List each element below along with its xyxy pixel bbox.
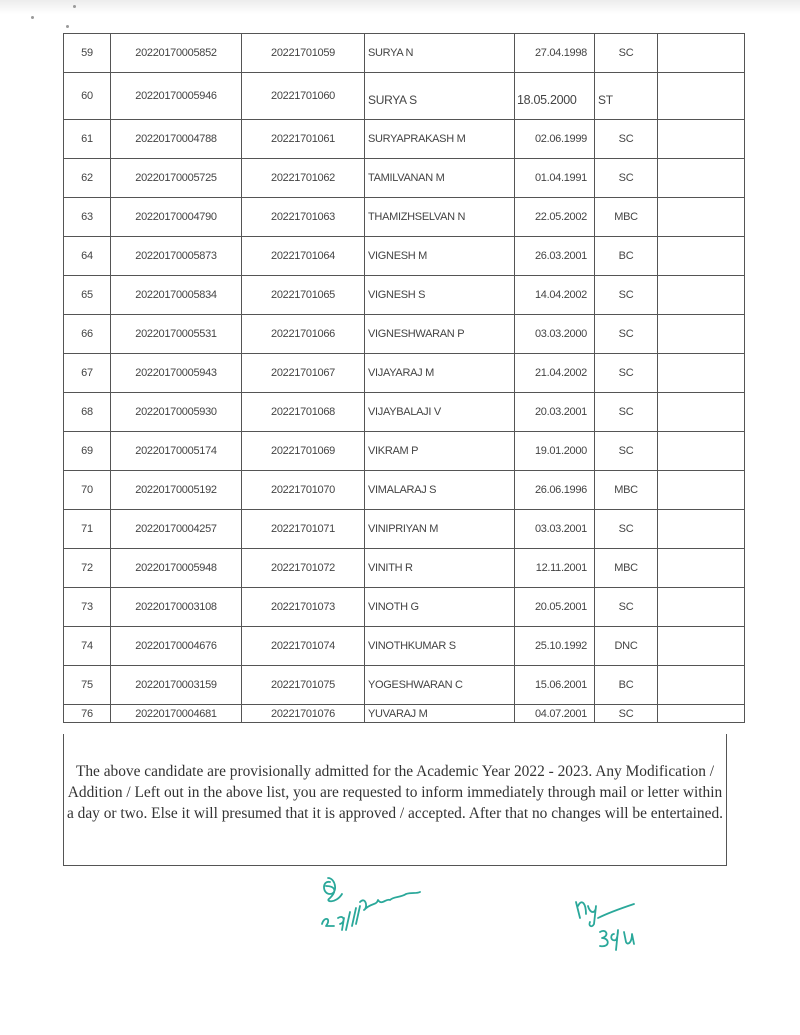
serial-number-cell: 62 xyxy=(64,159,111,198)
community-cell: BC xyxy=(595,666,658,705)
date-of-birth-cell: 25.10.1992 xyxy=(515,627,595,666)
table-row xyxy=(64,627,745,666)
community-cell: SC xyxy=(595,120,658,159)
notice-box xyxy=(63,734,727,866)
scan-speck xyxy=(31,16,34,19)
remarks-cell xyxy=(658,120,745,159)
date-of-birth-cell: 26.06.1996 xyxy=(515,471,595,510)
serial-number-cell: 68 xyxy=(64,393,111,432)
date-of-birth-cell: 27.04.1998 xyxy=(515,34,595,73)
remarks-cell xyxy=(658,159,745,198)
signature-2-initials xyxy=(576,902,596,926)
register-number-cell: 20221701062 xyxy=(242,159,365,198)
community-cell: SC xyxy=(595,315,658,354)
table-row xyxy=(64,471,745,510)
date-of-birth-cell: 19.01.2000 xyxy=(515,432,595,471)
application-number-cell: 20220170005531 xyxy=(111,315,242,354)
candidate-name-cell: SURYA N xyxy=(365,34,515,73)
register-number-cell: 20221701071 xyxy=(242,510,365,549)
remarks-cell xyxy=(658,666,745,705)
serial-number-cell: 59 xyxy=(64,34,111,73)
date-of-birth-cell: 03.03.2000 xyxy=(515,315,595,354)
remarks-cell xyxy=(658,198,745,237)
table-row xyxy=(64,159,745,198)
application-number-cell: 20220170004257 xyxy=(111,510,242,549)
date-of-birth-cell: 20.05.2001 xyxy=(515,588,595,627)
serial-number-cell: 60 xyxy=(64,73,111,120)
date-of-birth-cell: 20.03.2001 xyxy=(515,393,595,432)
table-row xyxy=(64,354,745,393)
application-number-cell: 20220170005174 xyxy=(111,432,242,471)
table-row xyxy=(64,237,745,276)
community-cell: SC xyxy=(595,432,658,471)
application-number-cell: 20220170005725 xyxy=(111,159,242,198)
candidate-name-cell: YUVARAJ M xyxy=(365,705,515,723)
register-number-cell: 20221701070 xyxy=(242,471,365,510)
serial-number-cell: 75 xyxy=(64,666,111,705)
application-number-cell: 20220170005948 xyxy=(111,549,242,588)
register-number-cell: 20221701073 xyxy=(242,588,365,627)
application-number-cell: 20220170005873 xyxy=(111,237,242,276)
table-row xyxy=(64,510,745,549)
remarks-cell xyxy=(658,315,745,354)
candidate-name-cell: YOGESHWARAN C xyxy=(365,666,515,705)
candidate-name-cell: VINITH R xyxy=(365,549,515,588)
candidate-table-body xyxy=(64,34,745,723)
serial-number-cell: 74 xyxy=(64,627,111,666)
serial-number-cell: 71 xyxy=(64,510,111,549)
candidate-name-cell: VIGNESH S xyxy=(365,276,515,315)
serial-number-cell: 70 xyxy=(64,471,111,510)
register-number-cell: 20221701063 xyxy=(242,198,365,237)
date-of-birth-cell: 04.07.2001 xyxy=(515,705,595,723)
candidate-name-cell: VIGNESH M xyxy=(365,237,515,276)
candidate-name-cell: VIKRAM P xyxy=(365,432,515,471)
register-number-cell: 20221701064 xyxy=(242,237,365,276)
serial-number-cell: 64 xyxy=(64,237,111,276)
application-number-cell: 20220170005930 xyxy=(111,393,242,432)
application-number-cell: 20220170004681 xyxy=(111,705,242,723)
date-of-birth-cell: 21.04.2002 xyxy=(515,354,595,393)
serial-number-cell: 73 xyxy=(64,588,111,627)
serial-number-cell: 67 xyxy=(64,354,111,393)
remarks-cell xyxy=(658,549,745,588)
candidate-name-cell: VIMALARAJ S xyxy=(365,471,515,510)
table-row xyxy=(64,432,745,471)
date-of-birth-cell: 15.06.2001 xyxy=(515,666,595,705)
community-cell: MBC xyxy=(595,198,658,237)
community-cell: SC xyxy=(595,393,658,432)
candidate-name-cell: VINIPRIYAN M xyxy=(365,510,515,549)
application-number-cell: 20220170005852 xyxy=(111,34,242,73)
candidate-name-cell: VIGNESHWARAN P xyxy=(365,315,515,354)
remarks-cell xyxy=(658,354,745,393)
application-number-cell: 20220170005946 xyxy=(111,73,242,120)
application-number-cell: 20220170005834 xyxy=(111,276,242,315)
application-number-cell: 20220170003159 xyxy=(111,666,242,705)
register-number-cell: 20221701065 xyxy=(242,276,365,315)
date-of-birth-cell: 03.03.2001 xyxy=(515,510,595,549)
application-number-cell: 20220170004790 xyxy=(111,198,242,237)
serial-number-cell: 61 xyxy=(64,120,111,159)
candidate-name-cell: VINOTH G xyxy=(365,588,515,627)
remarks-cell xyxy=(658,276,745,315)
table-row xyxy=(64,34,745,73)
remarks-cell xyxy=(658,705,745,723)
signature-2-date-stroke xyxy=(600,930,634,950)
candidate-name-cell: SURYA S xyxy=(365,73,515,120)
signature-1-date-stroke xyxy=(322,906,360,930)
candidate-name-cell: THAMIZHSELVAN N xyxy=(365,198,515,237)
signature-1 xyxy=(316,872,426,942)
date-of-birth-cell: 14.04.2002 xyxy=(515,276,595,315)
table-row xyxy=(64,588,745,627)
community-cell: SC xyxy=(595,276,658,315)
community-cell: SC xyxy=(595,159,658,198)
remarks-cell xyxy=(658,471,745,510)
candidate-table xyxy=(63,33,745,723)
serial-number-cell: 76 xyxy=(64,705,111,723)
remarks-cell xyxy=(658,510,745,549)
date-of-birth-cell: 01.04.1991 xyxy=(515,159,595,198)
remarks-cell xyxy=(658,432,745,471)
community-cell: BC xyxy=(595,237,658,276)
register-number-cell: 20221701074 xyxy=(242,627,365,666)
date-of-birth-cell: 02.06.1999 xyxy=(515,120,595,159)
community-cell: SC xyxy=(595,510,658,549)
register-number-cell: 20221701069 xyxy=(242,432,365,471)
table-row xyxy=(64,666,745,705)
table-row xyxy=(64,73,745,120)
signature-1-initials xyxy=(324,878,342,901)
community-cell: MBC xyxy=(595,549,658,588)
serial-number-cell: 72 xyxy=(64,549,111,588)
table-row xyxy=(64,276,745,315)
date-of-birth-cell: 26.03.2001 xyxy=(515,237,595,276)
application-number-cell: 20220170004676 xyxy=(111,627,242,666)
application-number-cell: 20220170003108 xyxy=(111,588,242,627)
signature-2 xyxy=(568,890,658,960)
community-cell: ST xyxy=(595,73,658,120)
date-of-birth-cell: 12.11.2001 xyxy=(515,549,595,588)
notice-text: The above candidate are provisionally admitted for the Academic Year 2022 - 2023. Any Modification / Addition / Left out in the above list, you are requested to inform immediately through mail or letter within a day or two. Else it will presumed that it is approved / accepted. After that no changes will be entertained. xyxy=(66,763,724,822)
table-row xyxy=(64,315,745,354)
candidate-name-cell: TAMILVANAN M xyxy=(365,159,515,198)
remarks-cell xyxy=(658,588,745,627)
register-number-cell: 20221701066 xyxy=(242,315,365,354)
serial-number-cell: 63 xyxy=(64,198,111,237)
application-number-cell: 20220170005192 xyxy=(111,471,242,510)
community-cell: DNC xyxy=(595,627,658,666)
remarks-cell xyxy=(658,237,745,276)
community-cell: SC xyxy=(595,588,658,627)
remarks-cell xyxy=(658,34,745,73)
community-cell: SC xyxy=(595,34,658,73)
register-number-cell: 20221701061 xyxy=(242,120,365,159)
signature-1-tail xyxy=(360,892,420,910)
scan-speck xyxy=(66,25,69,28)
signature-2-underline xyxy=(598,904,634,918)
register-number-cell: 20221701075 xyxy=(242,666,365,705)
table-row xyxy=(64,393,745,432)
table-row xyxy=(64,198,745,237)
table-row xyxy=(64,549,745,588)
serial-number-cell: 65 xyxy=(64,276,111,315)
scan-speck xyxy=(73,5,76,8)
remarks-cell xyxy=(658,73,745,120)
community-cell: SC xyxy=(595,705,658,723)
candidate-name-cell: VIJAYBALAJI V xyxy=(365,393,515,432)
table-row xyxy=(64,705,745,723)
date-of-birth-cell: 18.05.2000 xyxy=(515,73,595,120)
candidate-name-cell: SURYAPRAKASH M xyxy=(365,120,515,159)
register-number-cell: 20221701076 xyxy=(242,705,365,723)
application-number-cell: 20220170004788 xyxy=(111,120,242,159)
register-number-cell: 20221701067 xyxy=(242,354,365,393)
remarks-cell xyxy=(658,627,745,666)
serial-number-cell: 66 xyxy=(64,315,111,354)
date-of-birth-cell: 22.05.2002 xyxy=(515,198,595,237)
community-cell: MBC xyxy=(595,471,658,510)
community-cell: SC xyxy=(595,354,658,393)
table-row xyxy=(64,120,745,159)
candidate-name-cell: VINOTHKUMAR S xyxy=(365,627,515,666)
register-number-cell: 20221701059 xyxy=(242,34,365,73)
remarks-cell xyxy=(658,393,745,432)
register-number-cell: 20221701060 xyxy=(242,73,365,120)
register-number-cell: 20221701068 xyxy=(242,393,365,432)
candidate-name-cell: VIJAYARAJ M xyxy=(365,354,515,393)
serial-number-cell: 69 xyxy=(64,432,111,471)
page-top-shadow xyxy=(0,0,800,14)
application-number-cell: 20220170005943 xyxy=(111,354,242,393)
register-number-cell: 20221701072 xyxy=(242,549,365,588)
